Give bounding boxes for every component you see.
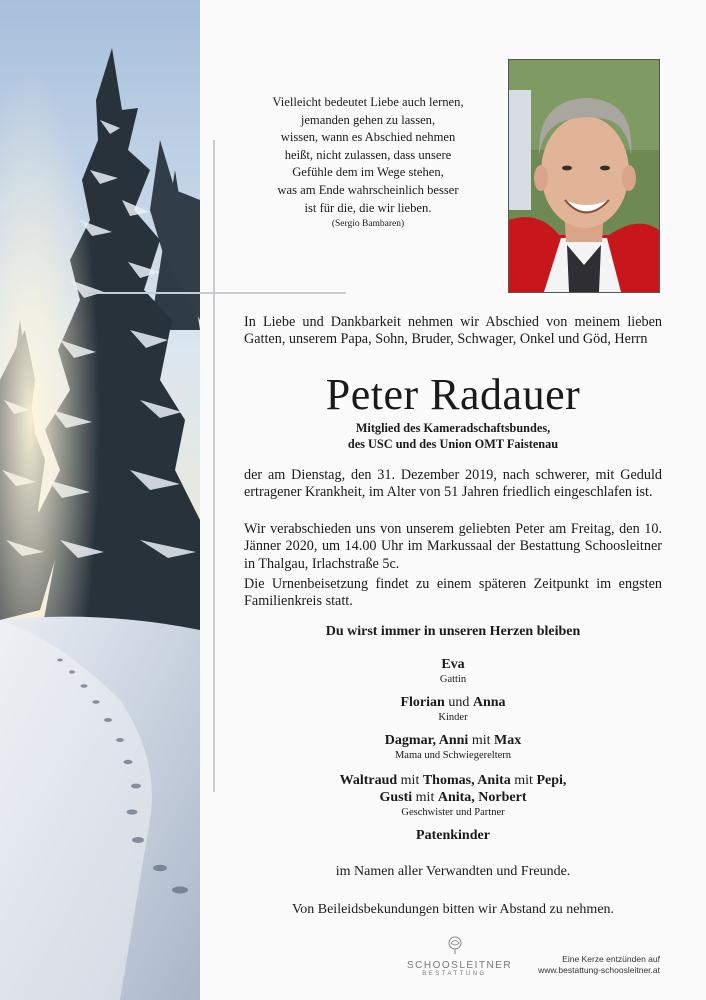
cross-vertical-bar	[213, 140, 215, 792]
poem-line: wissen, wann es Abschied nehmen	[280, 130, 456, 145]
cross-horizontal-bar	[88, 292, 346, 294]
relation-label: Kinder	[438, 712, 468, 723]
relatives-line: im Namen aller Verwandten und Freunde.	[335, 864, 571, 879]
family-parents	[244, 733, 662, 762]
condolence-note: Von Beileidsbekundungen bitten wir Abstand zu nehmen.	[291, 902, 615, 917]
poem-line: jemanden gehen zu lassen,	[300, 112, 436, 127]
poem-line: was am Ende wahrscheinlich besser	[277, 182, 459, 197]
logo-brand: SCHOOSLEITNER	[407, 960, 513, 971]
connector-text: mit	[400, 773, 420, 788]
poem-line: Vielleicht bedeutet Liebe auch lernen,	[272, 95, 464, 109]
portrait-photo	[508, 59, 660, 293]
family-member-name: Gusti	[379, 790, 413, 805]
family-member-names: Eva	[441, 657, 465, 672]
family-member-name: Pepi,	[536, 773, 567, 788]
candle-text: Eine Kerze entzünden auf	[562, 954, 660, 964]
family-member-name: Dagmar, Anni	[384, 733, 469, 748]
connector-text: mit	[471, 733, 491, 748]
membership-line: Mitglied des Kameradschaftsbundes,	[355, 421, 551, 435]
winter-forest-image	[0, 0, 200, 1000]
family-siblings	[244, 772, 662, 819]
family-children	[244, 695, 662, 724]
candle-note	[520, 954, 660, 976]
connector-text: und	[448, 695, 470, 710]
poem-line: Gefühle dem im Wege stehen,	[292, 165, 444, 180]
family-member-name: Thomas, Anita	[422, 773, 511, 788]
urn-paragraph: Die Urnenbeisetzung findet zu einem späteren Zeitpunkt im engsten Familienkreis statt.	[244, 576, 662, 610]
motto: Du wirst immer in unseren Herzen bleiben	[325, 624, 581, 639]
family-member-name: Florian	[400, 695, 445, 710]
family-eva	[244, 657, 662, 686]
candle-url[interactable]: www.bestattung-schoosleitner.at	[538, 965, 660, 975]
membership	[244, 421, 662, 452]
death-paragraph: der am Dienstag, den 31. Dezember 2019, nach schwerer, mit Geduld ertragener Krankheit, im Alter von 51 Jahren friedlich eingeschlafen ist.	[244, 467, 662, 501]
relation-label: Mama und Schwiegereltern	[394, 750, 512, 761]
connector-text: mit	[415, 790, 435, 805]
membership-line: des USC und des Union OMT Faistenau	[347, 436, 559, 451]
family-member-name: Max	[493, 733, 522, 748]
deceased-name: Peter Radauer	[325, 370, 581, 419]
poem-line: ist für die, die wir lieben.	[304, 200, 432, 215]
family-member-name: Anna	[472, 695, 506, 710]
godchildren: Patenkinder	[416, 828, 490, 843]
poem-line: heißt, nicht zulassen, dass unsere	[284, 147, 452, 162]
logo-subtitle: BESTATTUNG	[422, 971, 487, 977]
rose-icon	[445, 935, 465, 955]
funeral-home-logo	[407, 935, 513, 977]
poem	[250, 94, 486, 231]
family-member-name: Waltraud	[339, 773, 398, 788]
connector-text: mit	[514, 773, 533, 788]
family-member-name: Anita, Norbert	[437, 790, 527, 805]
poem-author: (Sergio Bambaren)	[331, 219, 405, 230]
farewell-paragraph: Wir verabschieden uns von unserem geliebten Peter am Freitag, den 10. Jänner 2020, um 14.00 Uhr im Markussaal der Bestattung Schoosleitner in Thalgau, Irlachstraße 5c.	[244, 521, 662, 572]
relation-label: Geschwister und Partner	[401, 807, 505, 818]
intro-text: In Liebe und Dankbarkeit nehmen wir Abschied von meinem lieben Gatten, unserem Papa, Sohn, Bruder, Schwager, Onkel und Göd, Herrn	[244, 314, 662, 348]
relation-label: Gattin	[439, 674, 467, 685]
